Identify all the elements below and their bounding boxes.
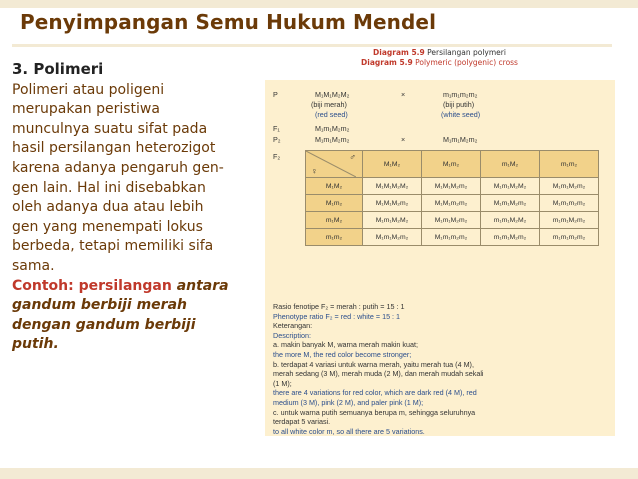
text-line: munculnya suatu sifat pada [12,120,208,137]
note-line: the more M, the red color become stronger; [273,349,412,359]
gamete-row: M₁M₂ [306,178,363,195]
note-line: medium (3 M), pink (2 M), and paler pink (1 M); [273,397,424,407]
gamete-col: m₁M₂ [481,151,540,178]
gamete-row: M₁m₂ [306,195,363,212]
gamete-row: m₁m₂ [306,229,363,246]
offspring-cell: M₁m₁M₂m₂ [363,229,422,246]
text-line: merupakan peristiwa [12,101,160,118]
text-line: gen lain. Hal ini disebabkan [12,179,206,196]
text-line: Polimeri atau poligeni [12,81,165,98]
p-left-en: (red seed) [315,110,348,119]
example-line [12,277,256,297]
p-right-genotype: m₁m₁m₂m₂ [443,90,478,99]
p2-label: P₂ [273,135,281,144]
offspring-cell: m₁m₁M₂M₂ [481,212,540,229]
note-line: Keterangan: [273,321,313,331]
offspring-cell: M₁M₁M₂M₂ [363,178,422,195]
note-line: terdapat 5 variasi. [273,417,331,427]
punnett-square [305,150,599,246]
gamete-corner [306,151,363,178]
offspring-cell: M₁m₁M₂m₂ [422,212,481,229]
example-label: Contoh: [12,277,74,294]
p-label: P [273,90,278,99]
title-divider [12,44,612,47]
slide-title: Penyimpangan Semu Hukum Mendel [20,10,437,34]
note-line: Rasio fenotipe F₂ = merah : putih = 15 : 1 [273,302,405,311]
f1-genotype: M₁m₁M₂m₂ [315,124,350,133]
punnett-row [306,229,599,246]
offspring-cell: m₁m₁M₂m₂ [540,212,599,229]
p-left-genotype: M₁M₁M₂M₂ [315,90,350,99]
text-line: berbeda, tetapi memiliki sifa [12,238,214,255]
p2-left-genotype: M₁m₁M₂m₂ [315,135,350,144]
gamete-col: m₁m₂ [540,151,599,178]
text-line: oleh adanya dua atau lebih [12,199,204,216]
diagram-caption [262,48,617,68]
example-line: dengan gandum berbiji [12,316,196,333]
definition-text [12,81,256,277]
cross-symbol: × [401,90,406,99]
offspring-cell: M₁m₁m₂m₂ [422,229,481,246]
note-line: (1 M); [273,378,292,388]
note-line: a. makin banyak M, warna merah makin kuat; [273,340,419,350]
offspring-cell: M₁m₁m₂m₂ [540,195,599,212]
p2-right-genotype: M₁m₁M₂m₂ [443,135,478,144]
note-line: Description: [273,330,311,340]
punnett-row [306,212,599,229]
bottom-band [0,468,638,479]
gamete-col: M₁m₂ [422,151,481,178]
diagram-notes [273,302,611,436]
text-column [12,60,256,355]
f1-label: F₁ [273,124,280,133]
offspring-cell: M₁m₁M₂m₂ [540,178,599,195]
offspring-cell: M₁m₁M₂M₂ [363,212,422,229]
example-line: gandum berbiji merah [12,297,187,314]
punnett-row [306,195,599,212]
offspring-cell: M₁M₁m₂m₂ [422,195,481,212]
p-left-ms: (biji merah) [311,100,347,109]
offspring-cell: M₁M₁M₂m₂ [422,178,481,195]
punnett-header-row [306,151,599,178]
offspring-cell: M₁m₁M₂M₂ [481,178,540,195]
caption-number: Diagram 5.9 [361,58,413,67]
punnett-row [306,178,599,195]
diagram-panel [265,80,615,436]
text-line: karena adanya pengaruh gen- [12,159,224,176]
polymeri-diagram [262,48,617,436]
example-italic: antara [176,277,229,294]
example-text: persilangan [73,277,177,294]
caption-number: Diagram 5.9 [373,48,425,57]
offspring-cell: m₁m₁M₂m₂ [481,229,540,246]
caption-text: Polymeric (polygenic) cross [412,58,518,67]
f2-label: F₂ [273,152,281,161]
example-line: putih. [12,336,59,353]
text-line: hasil persilangan heterozigot [12,140,216,157]
gamete-col: M₁M₂ [363,151,422,178]
top-band [0,0,638,8]
offspring-cell: M₁M₁M₂m₂ [363,195,422,212]
caption-text: Persilangan polymeri [424,48,506,57]
text-line: gen yang menempati lokus [12,218,203,235]
note-line: b. terdapat 4 variasi untuk warna merah, yaitu merah tua (4 M), [273,359,474,369]
female-icon: ♀ [311,166,318,176]
note-line: there are 4 variations for red color, which are dark red (4 M), red [273,388,477,398]
text-line: sama. [12,257,55,274]
gamete-row: m₁M₂ [306,212,363,229]
p-right-ms: (biji putih) [443,100,475,109]
note-line: Phenotype ratio F₂ = red : white = 15 : 1 [273,311,401,321]
p-right-en: (white seed) [441,110,481,119]
male-icon: ♂ [349,152,356,162]
cross-symbol: × [401,135,406,144]
note-line: to all white color m, so all there are 5 variations. [273,426,425,436]
offspring-cell: M₁m₁M₂m₂ [481,195,540,212]
section-heading: 3. Polimeri [12,60,104,78]
note-line: merah sedang (3 M), merah muda (2 M), dan merah mudah sekali [273,369,484,379]
offspring-cell: m₁m₁m₂m₂ [540,229,599,246]
note-line: c. untuk warna putih semuanya berupa m, sehingga seluruhnya [273,407,476,417]
